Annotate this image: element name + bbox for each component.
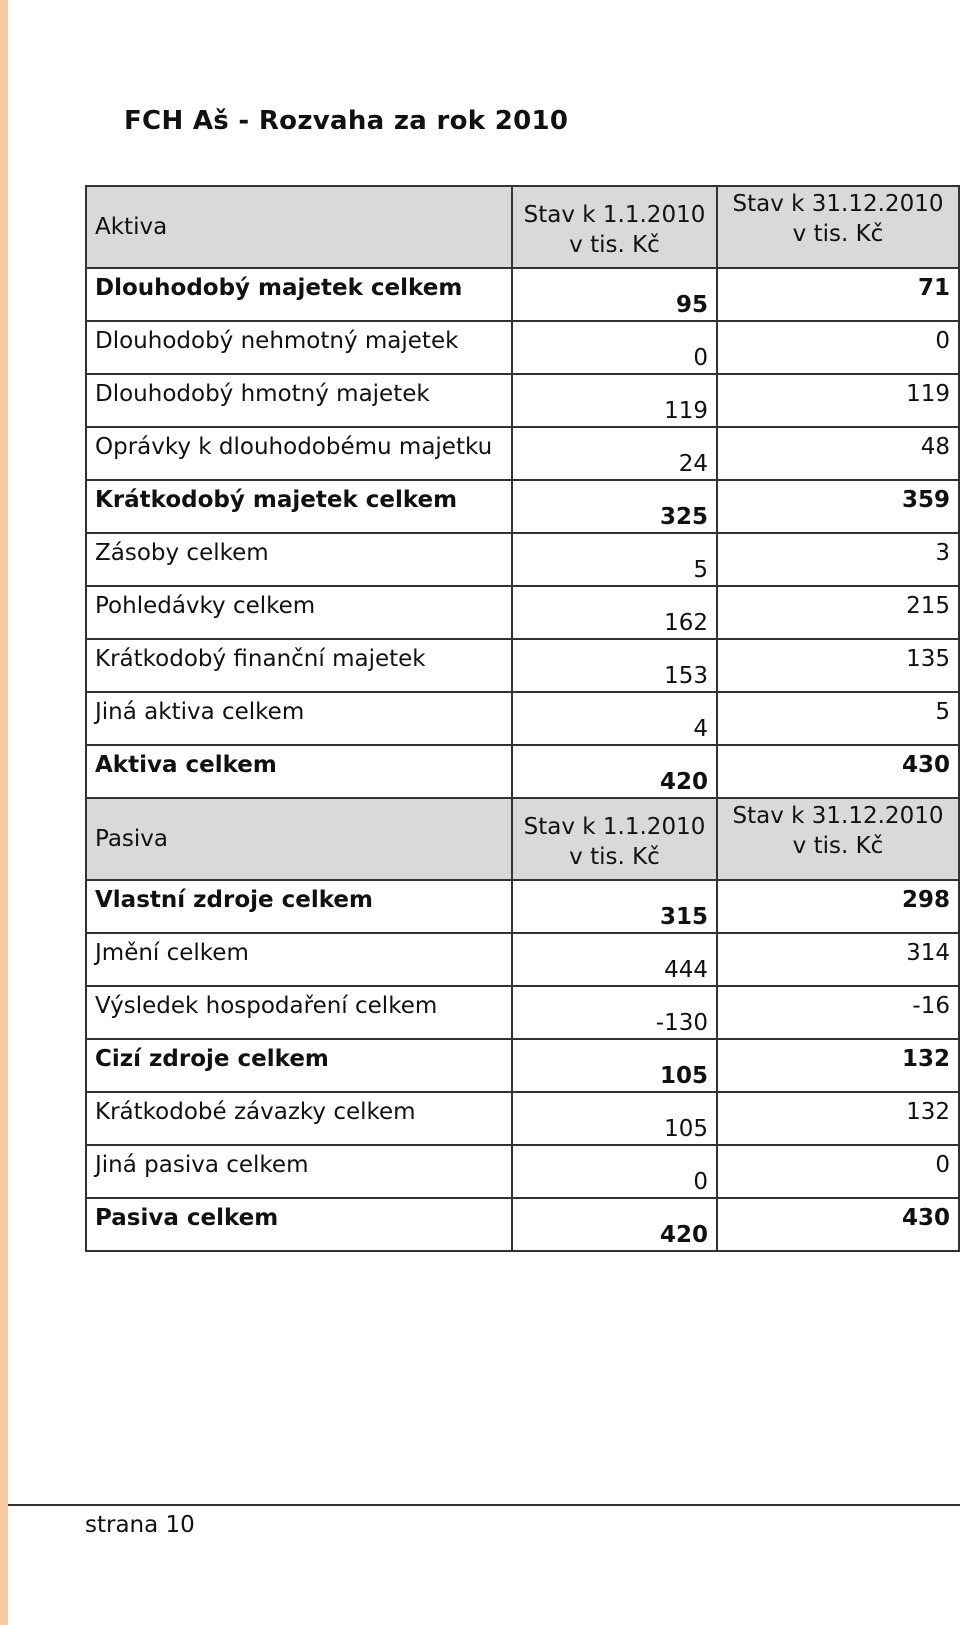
table-row [86,1198,959,1251]
value-start: 162 [512,586,717,639]
value-start: 4 [512,692,717,745]
value-end: 314 [717,933,959,986]
value-start: 24 [512,427,717,480]
row-label: Jmění celkem [86,933,512,986]
aktiva-header-row [86,186,959,268]
value-end: 48 [717,427,959,480]
row-label: Jiná pasiva celkem [86,1145,512,1198]
value-start: -130 [512,986,717,1039]
value-start: 444 [512,933,717,986]
value-end: 298 [717,880,959,933]
value-start: 105 [512,1039,717,1092]
header-text: Stav k 31.12.2010 v tis. Kč [732,191,944,247]
value-start: 0 [512,1145,717,1198]
aktiva-header-col2 [717,186,959,268]
row-label: Výsledek hospodaření celkem [86,986,512,1039]
value-end: 430 [717,745,959,798]
row-label: Krátkodobé závazky celkem [86,1092,512,1145]
pasiva-header-label: Pasiva [86,798,512,880]
value-end: 0 [717,1145,959,1198]
value-start: 5 [512,533,717,586]
row-label: Pohledávky celkem [86,586,512,639]
value-start: 153 [512,639,717,692]
page-number: strana 10 [85,1512,195,1538]
header-text: Stav k 1.1.2010 v tis. Kč [523,814,706,870]
value-end: 71 [717,268,959,321]
row-label: Dlouhodobý nehmotný majetek [86,321,512,374]
pasiva-header-col2 [717,798,959,880]
value-end: 135 [717,639,959,692]
table-row [86,480,959,533]
row-label: Dlouhodobý majetek celkem [86,268,512,321]
value-end: 132 [717,1092,959,1145]
table-row [86,880,959,933]
balance-sheet-table [85,185,960,1252]
row-label: Zásoby celkem [86,533,512,586]
left-color-stripe [0,0,8,1625]
table-row [86,692,959,745]
row-label: Aktiva celkem [86,745,512,798]
table-row [86,321,959,374]
page-title: FCH Aš - Rozvaha za rok 2010 [124,106,569,136]
value-start: 0 [512,321,717,374]
table-row [86,639,959,692]
table-row [86,533,959,586]
header-text: Stav k 31.12.2010 v tis. Kč [732,803,944,859]
row-label: Vlastní zdroje celkem [86,880,512,933]
row-label: Oprávky k dlouhodobému majetku [86,427,512,480]
table-row [86,1039,959,1092]
header-text: Stav k 1.1.2010 v tis. Kč [523,202,706,258]
value-start: 325 [512,480,717,533]
table-row [86,986,959,1039]
table-row [86,268,959,321]
row-label: Cizí zdroje celkem [86,1039,512,1092]
row-label: Pasiva celkem [86,1198,512,1251]
table-row [86,1092,959,1145]
row-label: Jiná aktiva celkem [86,692,512,745]
value-end: 3 [717,533,959,586]
table-row [86,374,959,427]
aktiva-header-label: Aktiva [86,186,512,268]
table-row [86,1145,959,1198]
value-start: 119 [512,374,717,427]
value-start: 315 [512,880,717,933]
table-row [86,427,959,480]
row-label: Dlouhodobý hmotný majetek [86,374,512,427]
value-end: 0 [717,321,959,374]
value-end: 430 [717,1198,959,1251]
aktiva-header-col1 [512,186,717,268]
value-end: 359 [717,480,959,533]
table-row [86,933,959,986]
value-end: 132 [717,1039,959,1092]
row-label: Krátkodobý finanční majetek [86,639,512,692]
footer-divider [8,1504,960,1506]
value-end: -16 [717,986,959,1039]
value-start: 420 [512,745,717,798]
pasiva-header-col1 [512,798,717,880]
row-label: Krátkodobý majetek celkem [86,480,512,533]
value-end: 5 [717,692,959,745]
value-end: 119 [717,374,959,427]
value-start: 105 [512,1092,717,1145]
value-start: 420 [512,1198,717,1251]
value-end: 215 [717,586,959,639]
pasiva-header-row [86,798,959,880]
table-row [86,586,959,639]
table-row [86,745,959,798]
value-start: 95 [512,268,717,321]
